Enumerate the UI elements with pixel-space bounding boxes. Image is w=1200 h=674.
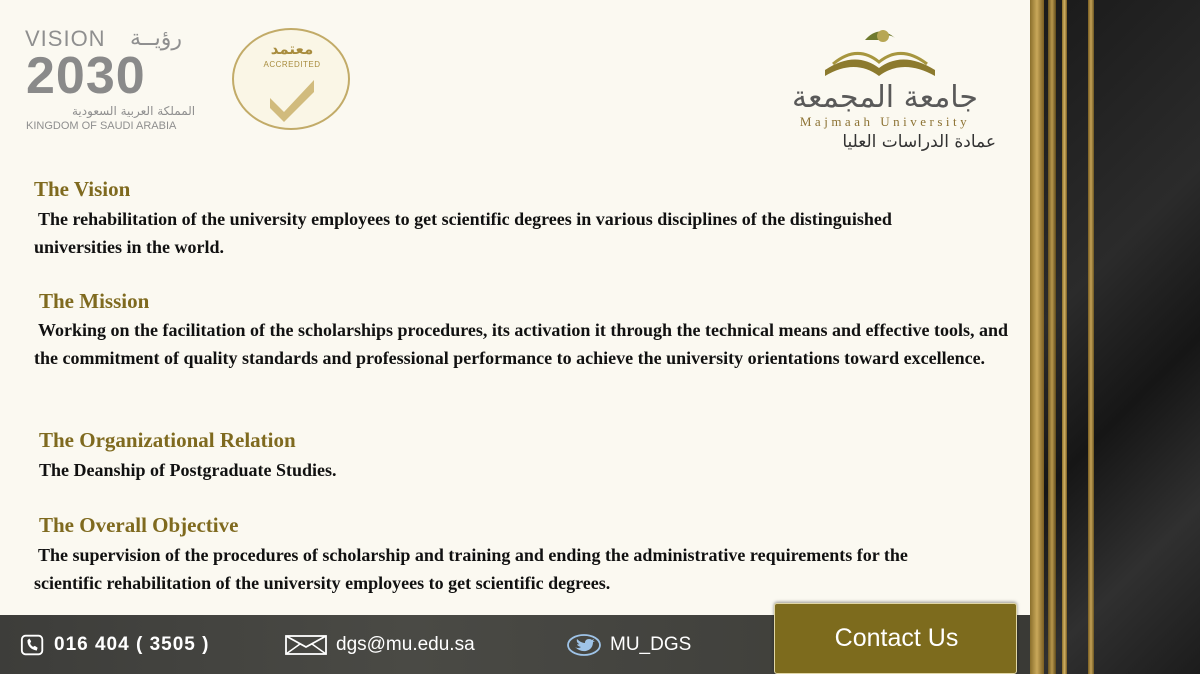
gold-stripe (1062, 0, 1067, 674)
contact-us-label: Contact Us (834, 624, 959, 652)
section-heading-mission: The Mission (39, 289, 150, 313)
twitter-icon (566, 633, 602, 657)
gold-stripe (1048, 0, 1056, 674)
seal-arabic-text: معتمد (270, 40, 314, 58)
check-icon (264, 72, 320, 124)
vision-kingdom-english: KINGDOM OF SAUDI ARABIA (26, 120, 177, 132)
seal-accredited-text: ACCREDITED (263, 60, 321, 69)
vision-year: 2030 (26, 47, 146, 105)
section-heading-organizational-relation: The Organizational Relation (39, 428, 296, 452)
vision-word: VISION (25, 26, 106, 51)
majmaah-university-logo (760, 20, 1020, 160)
email-address: dgs@mu.edu.sa (336, 634, 475, 655)
twitter-handle: MU_DGS (610, 634, 692, 655)
vision-arabic: رؤيــة (130, 26, 183, 51)
mail-icon (284, 633, 328, 657)
phone-number: 016 404 ( 3505 ) (54, 634, 210, 655)
book-icon (815, 20, 945, 85)
gold-stripe (1088, 0, 1094, 674)
gold-stripe (1030, 0, 1044, 674)
section-heading-vision: The Vision (34, 177, 131, 201)
university-name-arabic: جامعة المجمعة (792, 80, 978, 115)
vision-kingdom-arabic: المملكة العربية السعودية (72, 104, 196, 118)
footer-email[interactable] (284, 630, 475, 660)
footer-twitter[interactable] (566, 630, 691, 660)
accreditation-seal (232, 28, 352, 132)
contact-us-button[interactable] (774, 603, 1017, 674)
footer-phone[interactable] (20, 630, 209, 660)
vision-2030-logo (22, 26, 212, 136)
section-body-mission: Working on the facilitation of the scholarships procedures, its activation it through the technical means and effective tools, and the commitment of quality standards and professional performance to achieve the university orientations toward excellence. (34, 320, 1008, 368)
section-body-organizational-relation: The Deanship of Postgraduate Studies. (39, 460, 337, 480)
phone-icon (20, 633, 46, 657)
deanship-name-arabic: عمادة الدراسات العليا (842, 132, 996, 152)
section-body-overall-objective: The supervision of the procedures of scholarship and training and ending the administrative requirements for the scientific rehabilitation of the university employees to get scientific degrees. (34, 545, 908, 593)
university-name-english: Majmaah University (799, 114, 971, 129)
section-heading-overall-objective: The Overall Objective (39, 513, 239, 537)
section-body-vision: The rehabilitation of the university employees to get scientific degrees in various disciplines of the distinguished universities in the world. (34, 209, 892, 257)
